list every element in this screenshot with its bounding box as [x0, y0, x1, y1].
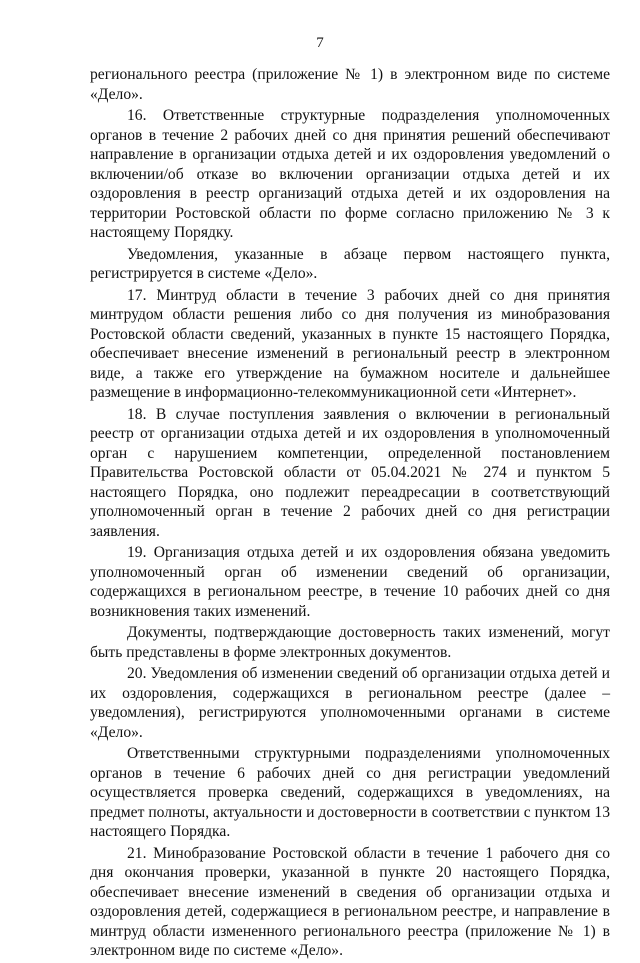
paragraph-continuation: регионального реестра (приложение № 1) в электронном виде по системе «Дело».: [90, 66, 610, 103]
paragraph-20-note: Ответственными структурными подразделениями уполномоченных органов в течение 6 рабочих дней со дня регистрации уведомлений осуществляется проверка сведений, содержащихся в уведомлениях, на предмет полноты, актуальности и достоверности в соответствии с пунктом 13 настоящего Порядка.: [90, 745, 610, 840]
paragraph-19: 19. Организация отдыха детей и их оздоровления обязана уведомить уполномоченный орган об изменении сведений об организации, содержащихся в региональном реестре, в течение 10 рабочих дней со дня возникновения таких изменений.: [90, 544, 610, 620]
paragraph-16: 16. Ответственные структурные подразделения уполномоченных органов в течение 2 рабочих дней со дня принятия решений обеспечивают направление в организации отдыха детей и их оздоровления уведомлений о включении/об отказе во включении организации отдыха детей и их оздоровления в реестр организаций отдыха детей и их оздоровления на территории Ростовской области по форме согласно приложению № 3 к настоящему Порядку.: [90, 107, 610, 241]
paragraph-17: 17. Минтруд области в течение 3 рабочих дней со дня принятия минтрудом области решения либо со дня получения из минобразования Ростовской области сведений, указанных в пункте 15 настоящего Порядка, обеспечивает внесение изменений в региональный реестр в электронном виде, а также его утверждение на бумажном носителе и дальнейшее размещение в информационно-телекоммуникационной сети «Интернет».: [90, 286, 610, 401]
page-number: 7: [316, 35, 324, 51]
paragraph-18: 18. В случае поступления заявления о включении в региональный реестр от организации отдыха детей и их оздоровления в уполномоченный орган с нарушением компетенции, определенной постановлением Правительства Ростовской области от 05.04.2021 № 274 и пунктом 5 настоящего Порядка, оно подлежит переадресации в соответствующий уполномоченный орган в течение 2 рабочих дней со дня регистрации заявления.: [90, 405, 610, 540]
paragraph-16-note: Уведомления, указанные в абзаце первом настоящего пункта, регистрируется в системе «Дело».: [90, 245, 610, 282]
paragraph-19-note: Документы, подтверждающие достоверность таких изменений, могут быть представлены в форме электронных документов.: [90, 624, 610, 661]
paragraph-21: 21. Минобразование Ростовской области в течение 1 рабочего дня со дня окончания проверки, указанной в пункте 20 настоящего Порядка, обеспечивает внесение изменений в сведения об организации отдыха и оздоровления детей, содержащиеся в региональном реестре, и направление в минтруд области измененного регионального реестра (приложение № 1) в электронном виде по системе «Дело».: [90, 844, 610, 959]
document-body: [90, 65, 610, 963]
paragraph-20: 20. Уведомления об изменении сведений об организации отдыха детей и их оздоровления, содержащихся в региональном реестре (далее – уведомления), регистрируются уполномоченными органами в системе «Дело».: [90, 665, 610, 741]
